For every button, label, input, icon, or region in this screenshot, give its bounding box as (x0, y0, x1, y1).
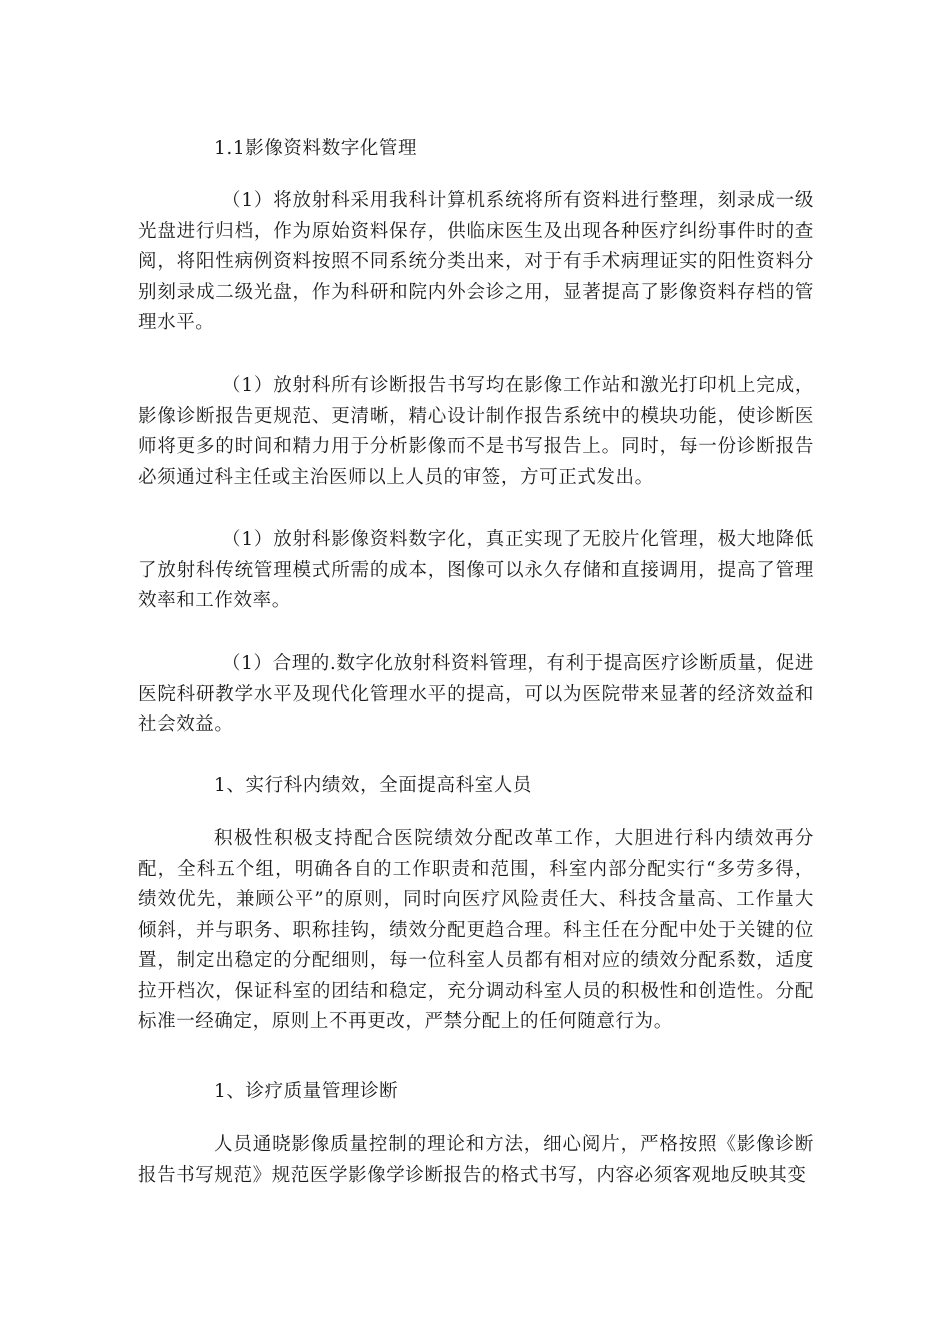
paragraph-performance-allocation: 积极性积极支持配合医院绩效分配改革工作，大胆进行科内绩效再分配，全科五个组，明确各自的工作职责和范围，科室内部分配实行“多劳多得，绩效优先，兼顾公平”的原则，同时向医疗风险责任大、科技含量高、工作量大倾斜，并与职务、职称挂钩，绩效分配更趋合理。科主任在分配中处于关键的位置，制定出稳定的分配细则，每一位科室人员都有相对应的绩效分配系数，适度拉开档次，保证科室的团结和稳定，充分调动科室人员的积极性和创造性。分配标准一经确定，原则上不再更改，严禁分配上的任何随意行为。 (138, 828, 814, 1032)
section-heading-quality: 1、诊疗质量管理诊断 (214, 1081, 399, 1102)
paragraph-archiving: （1）将放射科采用我科计算机系统将所有资料进行整理，刻录成一级光盘进行归档，作为原始资料保存，供临床医生及出现各种医疗纠纷事件时的查阅，将阳性病例资料按照不同系统分类出来，对于有手术病理证实的阳性资料分别刻录成二级光盘，作为科研和院内外会诊之用，显著提高了影像资料存档的管理水平。 (138, 190, 814, 333)
section-heading-1-1: 1.1影像资料数字化管理 (214, 138, 418, 159)
paragraph-benefits: （1）合理的.数字化放射科资料管理，有利于提高医疗诊断质量，促进医院科研教学水平及现代化管理水平的提高，可以为医院带来显著的经济效益和社会效益。 (138, 653, 814, 735)
paragraph-filmless: （1）放射科影像资料数字化，真正实现了无胶片化管理，极大地降低了放射科传统管理模式所需的成本，图像可以永久存储和直接调用，提高了管理效率和工作效率。 (138, 529, 814, 611)
paragraph-quality-control: 人员通晓影像质量控制的理论和方法，细心阅片，严格按照《影像诊断报告书写规范》规范医学影像学诊断报告的格式书写，内容必须客观地反映其变 (138, 1134, 814, 1186)
section-heading-performance: 1、实行科内绩效，全面提高科室人员 (214, 775, 532, 796)
paragraph-reporting: （1）放射科所有诊断报告书写均在影像工作站和激光打印机上完成，影像诊断报告更规范、更清晰，精心设计制作报告系统中的模块功能，使诊断医师将更多的时间和精力用于分析影像而不是书写报告上。同时，每一份诊断报告必须通过科主任或主治医师以上人员的审签，方可正式发出。 (138, 375, 814, 488)
